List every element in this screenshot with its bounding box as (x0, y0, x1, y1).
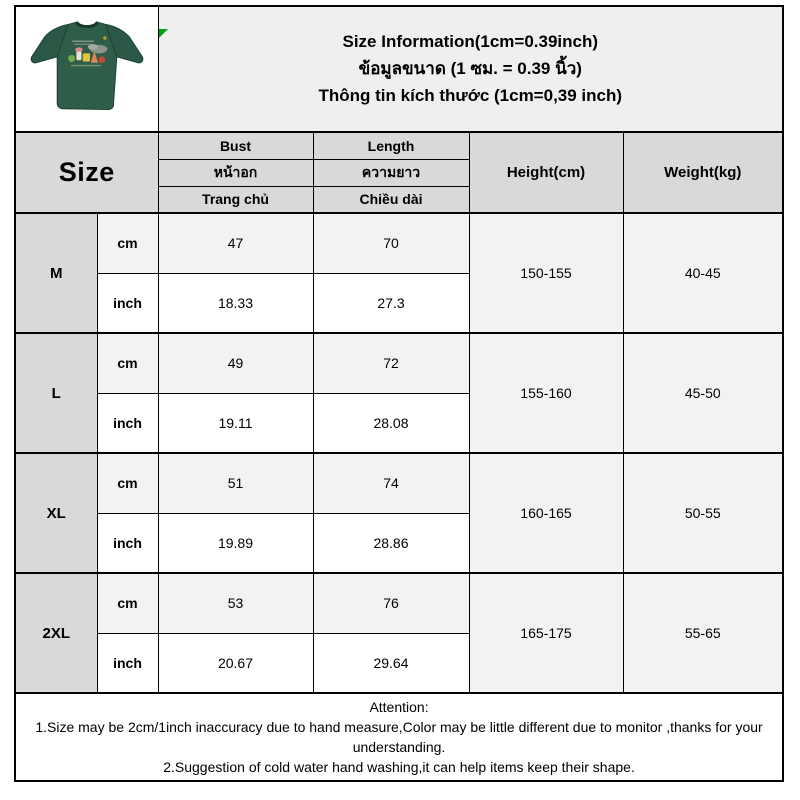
size-label-m: M (15, 213, 97, 333)
size-column-header: Size (15, 132, 158, 213)
bust-cm-value: 53 (158, 573, 313, 633)
bust-header-th: หน้าอก (158, 159, 313, 186)
length-inch-value: 28.08 (313, 393, 469, 453)
attention-note-1: 1.Size may be 2cm/1inch inaccuracy due to hand measure,Color may be little different due to monitor ,thanks for your understanding. (35, 719, 763, 755)
length-header-vi: Chiều dài (313, 186, 469, 213)
unit-label-inch: inch (97, 633, 158, 693)
bust-inch-value: 18.33 (158, 273, 313, 333)
weight-value: 55-65 (623, 573, 783, 693)
bust-cm-value: 49 (158, 333, 313, 393)
bust-inch-value: 19.89 (158, 513, 313, 573)
attention-heading: Attention: (369, 699, 429, 715)
tshirt-collar (77, 22, 97, 26)
unit-label-cm: cm (97, 573, 158, 633)
size-label-l: L (15, 333, 97, 453)
length-inch-value: 28.86 (313, 513, 469, 573)
length-cm-value: 72 (313, 333, 469, 393)
size-label-xl: XL (15, 453, 97, 573)
bust-cm-value: 51 (158, 453, 313, 513)
title-line-th: ข้อมูลขนาด (1 ซม. = 0.39 นิ้ว) (358, 59, 582, 78)
unit-label-cm: cm (97, 333, 158, 393)
height-value: 165-175 (469, 573, 623, 693)
unit-label-inch: inch (97, 273, 158, 333)
height-header: Height(cm) (469, 132, 623, 213)
attention-note-2: 2.Suggestion of cold water hand washing,it can help items keep their shape. (163, 759, 635, 775)
size-chart-table (14, 5, 784, 782)
title-line-en: Size Information(1cm=0.39inch) (342, 32, 599, 51)
length-header-en: Length (313, 132, 469, 159)
bust-inch-value: 20.67 (158, 633, 313, 693)
weight-value: 45-50 (623, 333, 783, 453)
length-cm-value: 70 (313, 213, 469, 273)
height-value: 155-160 (469, 333, 623, 453)
bust-header-vi: Trang chủ (158, 186, 313, 213)
weight-value: 50-55 (623, 453, 783, 573)
length-cm-value: 76 (313, 573, 469, 633)
size-info-title-cell (158, 6, 783, 132)
height-value: 150-155 (469, 213, 623, 333)
title-line-vi: Thông tin kích thước (1cm=0,39 inch) (318, 86, 623, 105)
comment-flag-icon (159, 29, 168, 38)
length-cm-value: 74 (313, 453, 469, 513)
unit-label-cm: cm (97, 453, 158, 513)
length-inch-value: 29.64 (313, 633, 469, 693)
unit-label-inch: inch (97, 513, 158, 573)
unit-label-cm: cm (97, 213, 158, 273)
weight-value: 40-45 (623, 213, 783, 333)
product-photo-cell (15, 6, 158, 132)
weight-header: Weight(kg) (623, 132, 783, 213)
length-inch-value: 27.3 (313, 273, 469, 333)
size-chart-sheet (14, 5, 784, 782)
attention-section (15, 693, 783, 781)
unit-label-inch: inch (97, 393, 158, 453)
tshirt-image (23, 10, 151, 124)
length-header-th: ความยาว (313, 159, 469, 186)
bust-inch-value: 19.11 (158, 393, 313, 453)
bust-header-en: Bust (158, 132, 313, 159)
height-value: 160-165 (469, 453, 623, 573)
size-label-2xl: 2XL (15, 573, 97, 693)
bust-cm-value: 47 (158, 213, 313, 273)
